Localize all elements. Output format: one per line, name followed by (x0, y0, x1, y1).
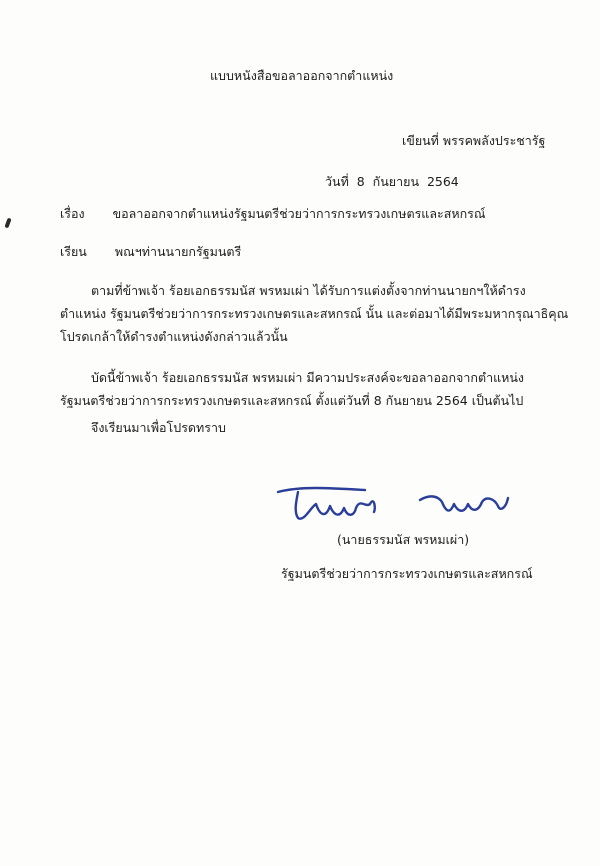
paper-speck (4, 218, 11, 229)
date-year: 2564 (426, 174, 459, 189)
paragraph-2-line: บัดนี้ข้าพเจ้า ร้อยเอกธรรมนัส พรหมเผ่า มีความประสงค์จะขอลาออกจากตำแหน่ง (91, 370, 525, 385)
written-at: เขียนที่ พรรคพลังประชารัฐ (402, 133, 546, 148)
paragraph-1-line: โปรดเกล้าให้ดำรงตำแหน่งดังกล่าวแล้วนั้น (60, 329, 288, 344)
subject-text: ขอลาออกจากตำแหน่งรัฐมนตรีช่วยว่าการกระทรวงเกษตรและสหกรณ์ (112, 206, 486, 221)
date-label: วันที่ (325, 174, 349, 189)
signer-name: (นายธรรมนัส พรหมเผ่า) (337, 532, 470, 547)
salutation-label: เรียน (60, 244, 87, 259)
paragraph-1 (60, 279, 568, 348)
paragraph-1-line: ตามที่ข้าพเจ้า ร้อยเอกธรรมนัส พรหมเผ่า ได้รับการแต่งตั้งจากท่านนายกฯให้ดำรง (91, 283, 526, 298)
document-title: แบบหนังสือขอลาออกจากตำแหน่ง (210, 68, 394, 83)
salutation-text: พณฯท่านนายกรัฐมนตรี (114, 244, 242, 259)
subject-label: เรื่อง (60, 206, 85, 221)
paragraph-2-line: รัฐมนตรีช่วยว่าการกระทรวงเกษตรและสหกรณ์ ตั้งแต่วันที่ 8 กันยายน 2564 เป็นต้นไป (60, 393, 524, 408)
date-line (325, 174, 459, 190)
subject-line (60, 206, 485, 222)
date-day: 8 (356, 174, 365, 189)
closing-text: จึงเรียนมาเพื่อโปรดทราบ (91, 420, 226, 435)
paragraph-2 (60, 366, 524, 412)
signature (270, 478, 520, 526)
salutation-line (60, 244, 241, 260)
paragraph-1-line: ตำแหน่ง รัฐมนตรีช่วยว่าการกระทรวงเกษตรและสหกรณ์ นั้น และต่อมาได้มีพระมหากรุณาธิคุณ (60, 306, 569, 321)
date-month: กันยายน (372, 174, 419, 189)
signer-position: รัฐมนตรีช่วยว่าการกระทรวงเกษตรและสหกรณ์ (281, 566, 533, 581)
